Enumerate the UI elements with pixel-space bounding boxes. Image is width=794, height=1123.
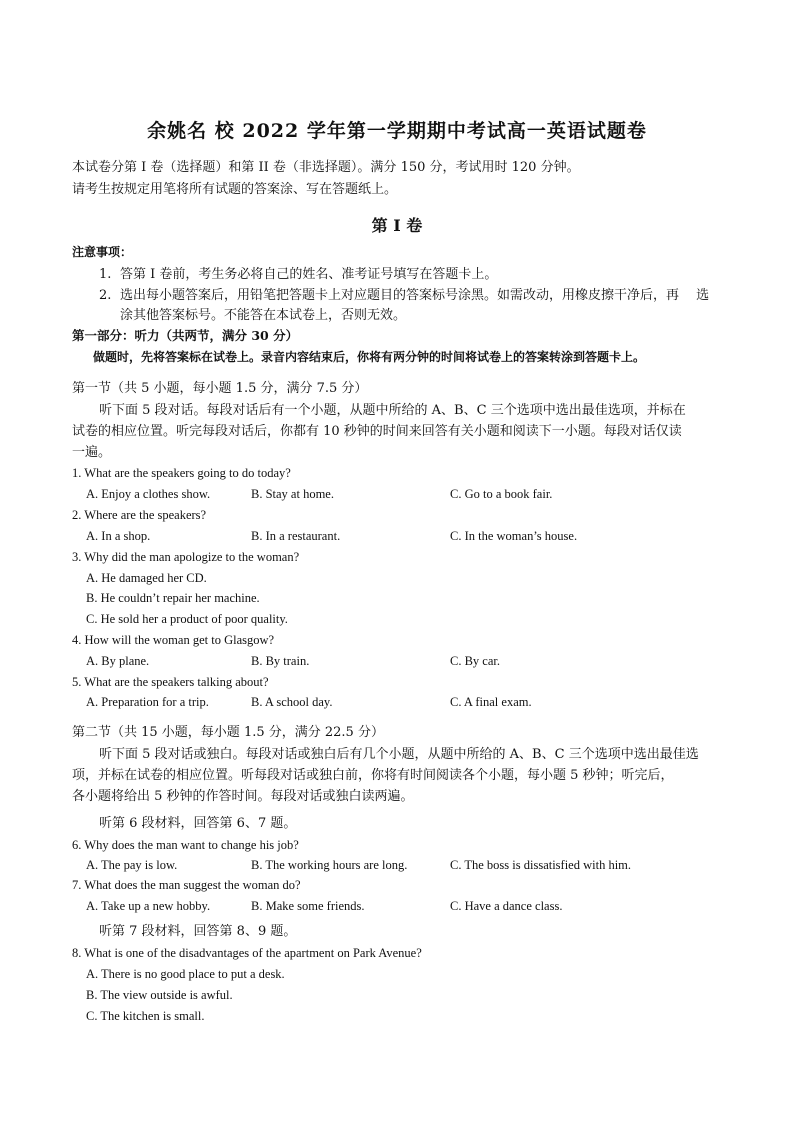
section1-directions: 试卷的相应位置。听完每段对话后，你都有 10 秒钟的时间来回答有关小题和阅读下一小题。每段对话仅读	[72, 424, 682, 439]
section1-directions: 听下面 5 段对话。每段对话后有一个小题，从题中所给的 A、B、C 三个选项中选出最佳选项，并标在	[99, 403, 686, 418]
option-c: C. Have a dance class.	[450, 899, 563, 913]
option-b: B. In a restaurant.	[251, 529, 341, 543]
option-a: A. Enjoy a clothes show.	[86, 487, 211, 501]
option-a: A. In a shop.	[86, 529, 151, 543]
option-c: C. Go to a book fair.	[450, 487, 553, 501]
option-c: C. The boss is dissatisfied with him.	[450, 858, 632, 872]
option-a: A. Take up a new hobby.	[86, 899, 211, 913]
option-b: B. He couldn’t repair her machine.	[86, 591, 260, 605]
question-5: 5. What are the speakers talking about?	[72, 675, 269, 689]
option-b: B. The working hours are long.	[251, 858, 408, 872]
notice-item-num: 1.	[99, 267, 112, 282]
section1-directions: 一遍。	[72, 445, 112, 460]
question-8: 8. What is one of the disadvantages of the apartment on Park Avenue?	[72, 946, 422, 960]
intro-line-2: 请考生按规定用笔将所有试题的答案涂、写在答题纸上。	[72, 182, 398, 197]
option-a: A. Preparation for a trip.	[86, 695, 209, 709]
notice-heading: 注意事项：	[72, 245, 133, 259]
option-c: C. By car.	[450, 654, 500, 668]
option-a: A. The pay is low.	[86, 858, 178, 872]
question-7: 7. What does the man suggest the woman do?	[72, 878, 301, 892]
exam-title: 余姚名 校 2022 学年第一学期期中考试高一英语试题卷	[147, 120, 647, 142]
option-c: C. He sold her a product of poor quality.	[86, 612, 288, 626]
option-b: B. The view outside is awful.	[86, 988, 233, 1002]
section2-directions: 听下面 5 段对话或独白。每段对话或独白后有几个小题，从题中所给的 A、B、C 三个选项中选出最佳选	[99, 747, 699, 762]
option-c: C. The kitchen is small.	[86, 1009, 205, 1023]
material-6-note: 听第 6 段材料，回答第 6、7 题。	[99, 816, 297, 831]
question-6: 6. Why does the man want to change his job?	[72, 838, 299, 852]
question-4: 4. How will the woman get to Glasgow?	[72, 633, 275, 647]
question-1: 1. What are the speakers going to do today?	[72, 466, 291, 480]
option-b: B. Make some friends.	[251, 899, 365, 913]
section2-directions: 项，并标在试卷的相应位置。听每段对话或独白前，你将有时间阅读各个小题，每小题 5 秒钟；听完后，	[72, 768, 674, 783]
question-3: 3. Why did the man apologize to the woman?	[72, 550, 300, 564]
option-b: B. By train.	[251, 654, 310, 668]
option-c: C. In the woman’s house.	[450, 529, 578, 543]
volume-title: 第 I 卷	[371, 216, 423, 235]
section1-heading: 第一节（共 5 小题，每小题 1.5 分，满分 7.5 分）	[72, 381, 368, 396]
part1-heading: 第一部分：听力（共两节，满分 30 分）	[72, 328, 299, 343]
material-7-note: 听第 7 段材料，回答第 8、9 题。	[99, 924, 297, 939]
option-a: A. There is no good place to put a desk.	[86, 967, 285, 981]
section2-heading: 第二节（共 15 小题，每小题 1.5 分，满分 22.5 分）	[72, 725, 384, 740]
question-2: 2. Where are the speakers?	[72, 508, 207, 522]
option-b: B. Stay at home.	[251, 487, 334, 501]
option-c: C. A final exam.	[450, 695, 532, 709]
notice-item-num: 2.	[99, 288, 112, 303]
option-a: A. He damaged her CD.	[86, 571, 207, 585]
option-b: B. A school day.	[251, 695, 333, 709]
option-a: A. By plane.	[86, 654, 150, 668]
notice-item-text: 涂其他答案标号。不能答在本试卷上，否则无效。	[120, 308, 407, 323]
section2-directions: 各小题将给出 5 秒钟的作答时间。每段对话或独白读两遍。	[72, 789, 414, 804]
notice-item-text: 选出每小题答案后，用铅笔把答题卡上对应题目的答案标号涂黑。如需改动，用橡皮擦干净后，再 选	[120, 288, 710, 303]
part1-instruction: 做题时，先将答案标在试卷上。录音内容结束后，你将有两分钟的时间将试卷上的答案转涂到答题卡上。	[93, 350, 646, 364]
notice-item-text: 答第 I 卷前，考生务必将自己的姓名、准考证号填写在答题卡上。	[120, 267, 498, 282]
intro-line-1: 本试卷分第 I 卷（选择题）和第 II 卷（非选择题）。满分 150 分，考试用时 120 分钟。	[72, 160, 580, 175]
